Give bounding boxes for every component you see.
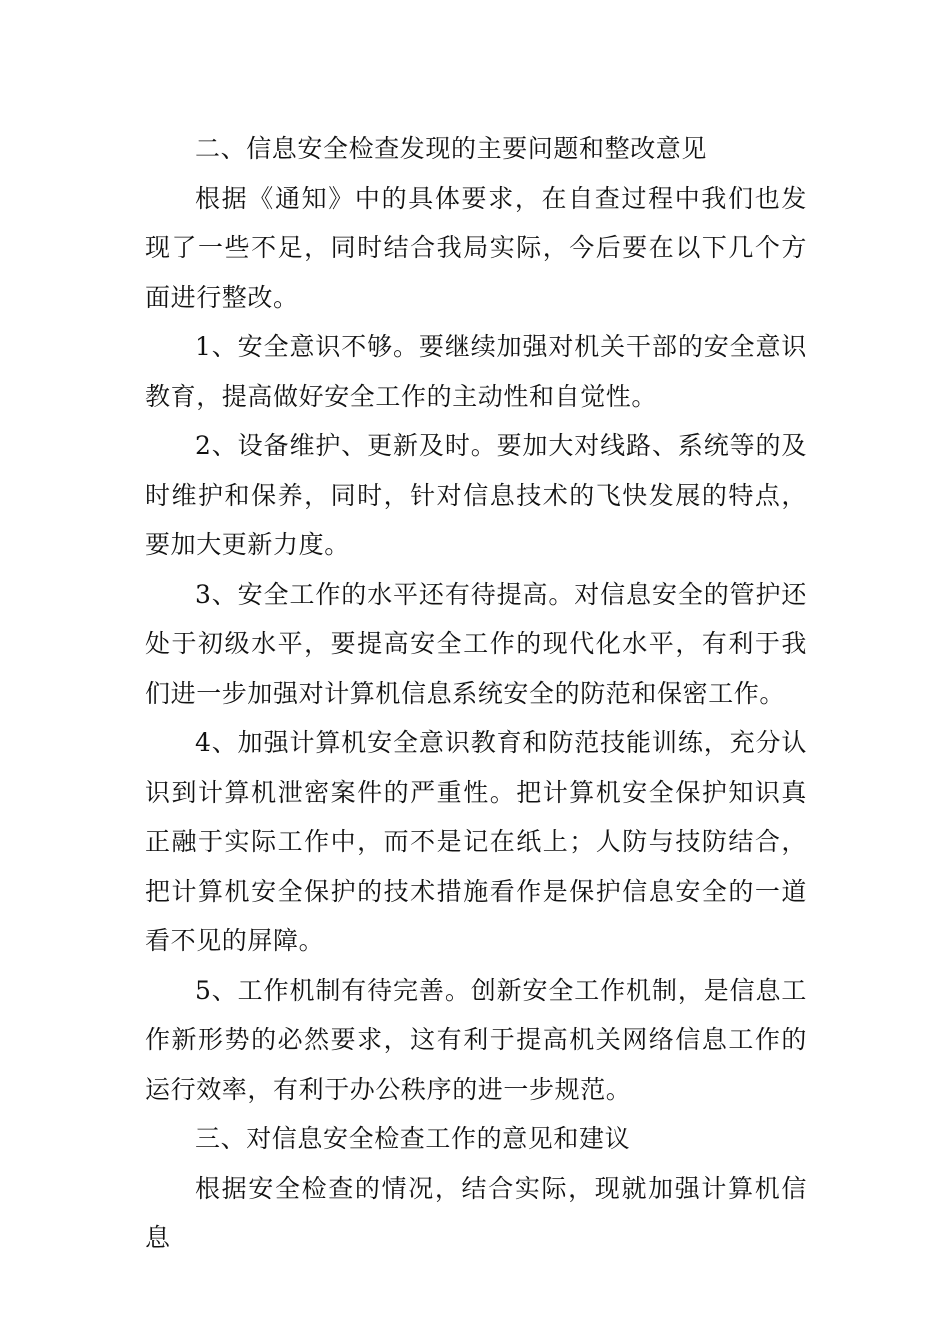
paragraph-item-1: 1、安全意识不够。要继续加强对机关干部的安全意识教育，提高做好安全工作的主动性和自觉性。	[145, 332, 807, 411]
section-heading-2: 二、信息安全检查发现的主要问题和整改意见	[195, 134, 708, 163]
section-heading-3: 三、对信息安全检查工作的意见和建议	[195, 1124, 631, 1153]
paragraph-item-4: 4、加强计算机安全意识教育和防范技能训练，充分认识到计算机泄密案件的严重性。把计算机安全保护知识真正融于实际工作中，而不是记在纸上；人防与技防结合，把计算机安全保护的技术措施看作是保护信息安全的一道看不见的屏障。	[145, 728, 807, 955]
paragraph-item-3: 3、安全工作的水平还有待提高。对信息安全的管护还处于初级水平，要提高安全工作的现代化水平，有利于我们进一步加强对计算机信息系统安全的防范和保密工作。	[145, 579, 807, 708]
paragraph-closing: 根据安全检查的情况，结合实际，现就加强计算机信息	[145, 1173, 807, 1252]
document-body	[145, 124, 807, 1263]
paragraph-item-5: 5、工作机制有待完善。创新安全工作机制，是信息工作新形势的必然要求，这有利于提高机关网络信息工作的运行效率，有利于办公秩序的进一步规范。	[145, 975, 807, 1104]
paragraph-item-2: 2、设备维护、更新及时。要加大对线路、系统等的及时维护和保养，同时，针对信息技术的飞快发展的特点，要加大更新力度。	[145, 431, 807, 559]
paragraph-intro: 根据《通知》中的具体要求，在自查过程中我们也发现了一些不足，同时结合我局实际，今后要在以下几个方面进行整改。	[145, 183, 807, 312]
